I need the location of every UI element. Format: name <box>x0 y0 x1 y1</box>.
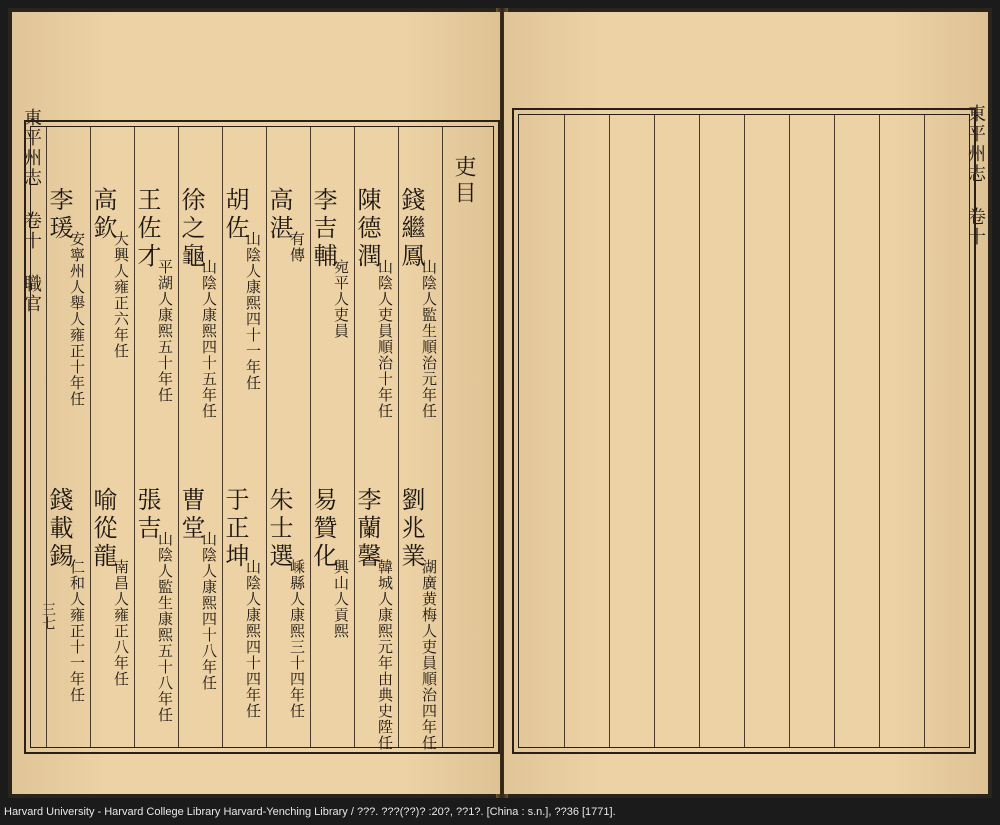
folio-number: 三七 <box>40 602 56 630</box>
column-rule <box>699 115 700 747</box>
official-name: 易贊化 <box>309 487 337 571</box>
official-note: 山陰人康熙四十五年任 <box>200 259 218 419</box>
official-name: 李蘭馨 <box>353 487 381 571</box>
official-note: 有傳 <box>288 231 306 263</box>
book-spread <box>8 8 992 798</box>
banxin-section: 卷十 <box>965 207 986 247</box>
banxin-title: 東平州志 <box>965 104 986 184</box>
left-page-grid <box>30 126 494 751</box>
official-name: 劉兆業 <box>397 487 425 571</box>
official-note: 山陰人康熙四十四年任 <box>244 559 262 719</box>
right-page <box>504 12 988 794</box>
official-name: 張吉 <box>133 487 161 543</box>
official-note: 宛平人吏員 <box>332 259 350 339</box>
column-rule <box>834 115 835 747</box>
official-name: 王佐才 <box>133 187 161 271</box>
official-name: 錢載錫 <box>45 487 73 571</box>
column-rule <box>879 115 880 747</box>
left-page <box>12 12 500 794</box>
official-note: 嵊縣人康熙三十四年任 <box>288 559 306 719</box>
banxin-section: 卷十 職官 <box>21 211 42 314</box>
left-page-frame <box>24 120 500 754</box>
column-rule <box>609 115 610 747</box>
official-note: 平湖人康熙五十年任 <box>156 259 174 403</box>
column-rule <box>924 115 925 747</box>
official-name: 曹堂 <box>177 487 205 543</box>
column-rule <box>564 115 565 747</box>
right-page-grid <box>518 114 970 748</box>
official-note: 山陰人監生順治元年任 <box>420 259 438 419</box>
official-name: 于正坤 <box>221 487 249 571</box>
official-note: 仁和人雍正十一年任 <box>68 559 86 703</box>
column-rule <box>654 115 655 747</box>
official-name: 高湛 <box>265 187 293 243</box>
section-heading: 吏目 <box>451 155 476 207</box>
source-caption: Harvard University - Harvard College Library Harvard-Yenching Library / ???. ???(??)? :20?, ??1?. [China : s.n.], ??36 [1771]. <box>4 806 616 818</box>
official-note: 安寧州人舉人雍正十年任 <box>68 231 86 407</box>
column-rule <box>442 127 443 747</box>
official-note: 湖廣黄梅人吏員順治四年任 <box>420 559 438 751</box>
official-name: 陳德潤 <box>353 187 381 271</box>
column-rule <box>744 115 745 747</box>
official-name: 朱士選 <box>265 487 293 571</box>
official-note: 山陰人監生康熙五十八年任 <box>156 531 174 723</box>
official-name: 錢繼鳳 <box>397 187 425 271</box>
official-name: 胡佐 <box>221 187 249 243</box>
official-note: 韓城人康熙元年由典史陞任 <box>376 559 394 751</box>
official-name: 高欽 <box>89 187 117 243</box>
official-note: 山陰人吏員順治十年任 <box>376 259 394 419</box>
official-name: 喻從龍 <box>89 487 117 571</box>
official-note: 山陰人康熙四十八年任 <box>200 531 218 691</box>
column-rule <box>789 115 790 747</box>
official-note: 大興人雍正六年任 <box>112 231 130 359</box>
banxin-title: 東平州志 <box>21 108 42 188</box>
official-name: 李瑗 <box>45 187 73 243</box>
right-page-frame <box>512 108 976 754</box>
official-name: 徐之龜 <box>177 187 205 271</box>
official-note: 興山人貢熙 <box>332 559 350 639</box>
official-note: 南昌人雍正八年任 <box>112 559 130 687</box>
official-name: 李吉輔 <box>309 187 337 271</box>
official-note: 山陰人康熙四十一年任 <box>244 231 262 391</box>
